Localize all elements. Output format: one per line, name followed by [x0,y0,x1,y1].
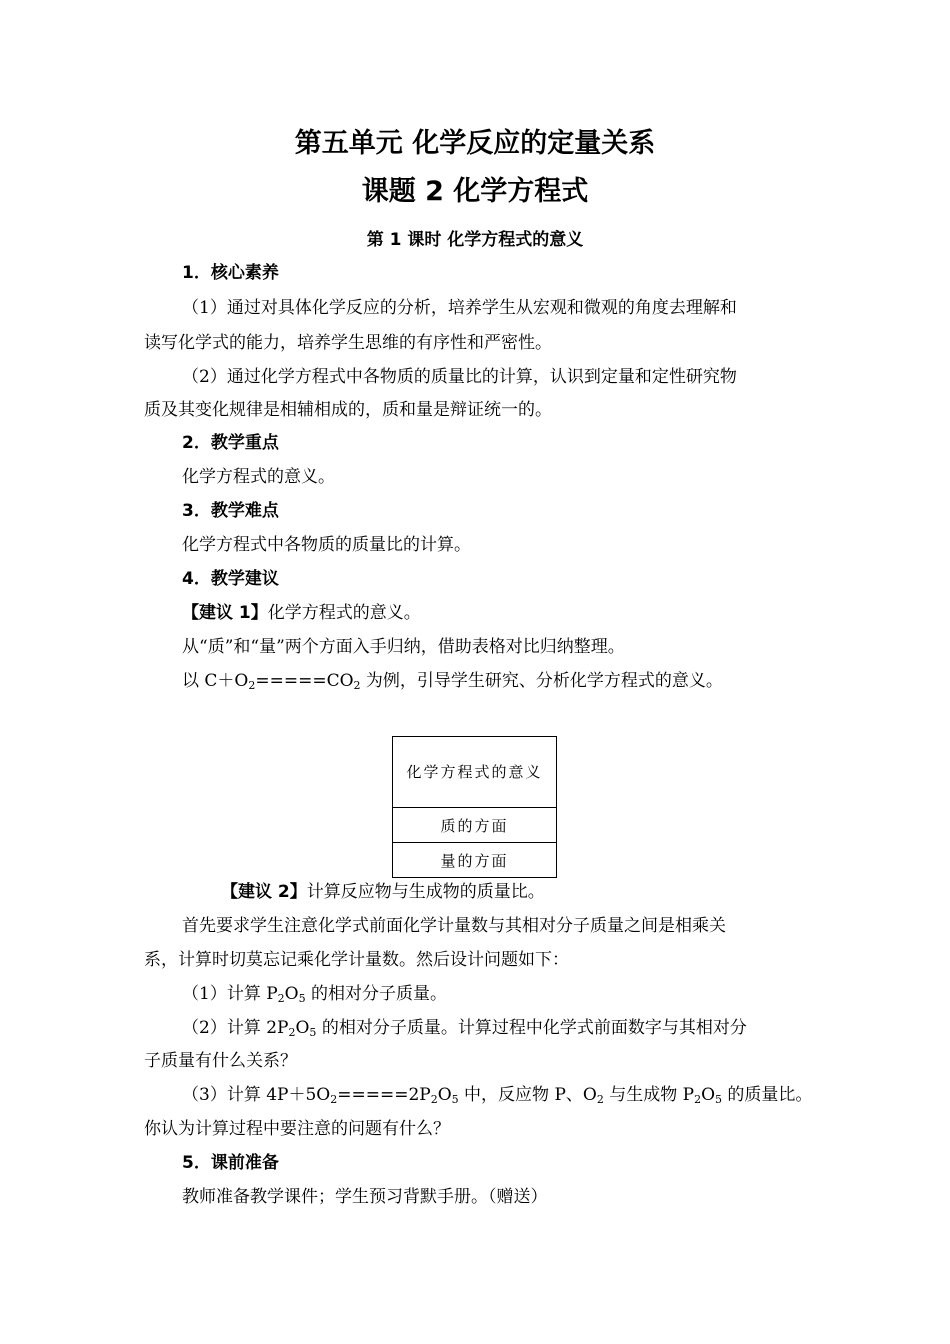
paragraph-line: 系，计算时切莫忘记乘化学计量数。然后设计问题如下： [144,950,569,970]
paragraph-line: 子质量有什么关系？ [144,1051,297,1071]
subscript: 5 [451,1093,459,1106]
paragraph-line: 你认为计算过程中要注意的问题有什么？ [144,1119,450,1139]
suggestion-2 [221,881,545,903]
paragraph-line: 读写化学式的能力，培养学生思维的有序性和严密性。 [144,333,552,353]
section-heading-difficulty: 3．教学难点 [182,501,279,521]
text-run: 与生成物 P [603,1085,695,1105]
paragraph-line: 化学方程式的意义。 [182,467,335,487]
table-header-cell: 化学方程式的意义 [393,737,557,808]
text-run: 的质量比。 [722,1085,813,1105]
text-run: （2）计算 2P [182,1018,289,1038]
text-run: O [437,1085,452,1105]
subscript: 2 [694,1093,702,1106]
subscript: 2 [288,1026,296,1039]
section-heading-suggestion: 4．教学建议 [182,569,279,589]
suggestion-1-label: 【建议 1】 [182,603,268,623]
paragraph-line: 首先要求学生注意化学式前面化学计量数与其相对分子质量之间是相乘关 [182,916,726,936]
period-title: 第 1 课时 化学方程式的意义 [366,230,584,250]
question-2 [182,1017,747,1039]
lesson-title: 课题 2 化学方程式 [361,176,589,207]
paragraph-line: 质及其变化规律是相辅相成的，质和量是辩证统一的。 [144,400,552,420]
unit-title: 第五单元 化学反应的定量关系 [294,128,656,159]
suggestion-2-text: 计算反应物与生成物的质量比。 [306,882,545,902]
paragraph-line: 化学方程式中各物质的质量比的计算。 [182,535,471,555]
subscript: 2 [277,992,285,1005]
subscript: 2 [248,679,256,692]
subscript: 2 [596,1093,604,1106]
equation-line [182,670,723,692]
paragraph-line: （1）通过对具体化学反应的分析，培养学生从宏观和微观的角度去理解和 [182,298,737,318]
subscript: 2 [353,679,361,692]
text-run: O [295,1018,310,1038]
text-run: 的相对分子质量。 [305,984,448,1004]
text-run: 以 C＋O [182,671,249,691]
paragraph-line: 教师准备教学课件；学生预习背默手册。（赠送） [182,1187,548,1207]
table-cell: 量的方面 [393,843,557,878]
subscript: 5 [715,1093,723,1106]
meaning-table [392,736,557,878]
subscript: 2 [430,1093,438,1106]
text-run: =====CO [255,671,354,691]
table-cell: 质的方面 [393,808,557,843]
paragraph-line: （2）通过化学方程式中各物质的质量比的计算，认识到定量和定性研究物 [182,367,737,387]
subscript: 2 [330,1093,338,1106]
text-run: =====2P [337,1085,431,1105]
suggestion-1-text: 化学方程式的意义。 [267,603,421,623]
section-heading-key-point: 2．教学重点 [182,433,279,453]
table-row [393,808,557,843]
text-run: （3）计算 4P＋5O [182,1085,331,1105]
text-run: 的相对分子质量。计算过程中化学式前面数字与其相对分 [316,1018,747,1038]
text-run: O [701,1085,716,1105]
section-heading-preparation: 5．课前准备 [182,1153,279,1173]
text-run: O [284,984,299,1004]
question-1 [182,983,447,1005]
table-row [393,843,557,878]
subscript: 5 [309,1026,317,1039]
suggestion-1 [182,602,421,624]
section-heading-core-literacy: 1．核心素养 [182,263,279,283]
table-row [393,737,557,808]
subscript: 5 [298,992,306,1005]
text-run: 为例，引导学生研究、分析化学方程式的意义。 [360,671,723,691]
text-run: （1）计算 P [182,984,278,1004]
paragraph-line: 从“质”和“量”两个方面入手归纳，借助表格对比归纳整理。 [182,637,625,657]
suggestion-2-label: 【建议 2】 [221,882,307,902]
text-run: 中，反应物 P、O [458,1085,597,1105]
question-3 [182,1084,812,1106]
